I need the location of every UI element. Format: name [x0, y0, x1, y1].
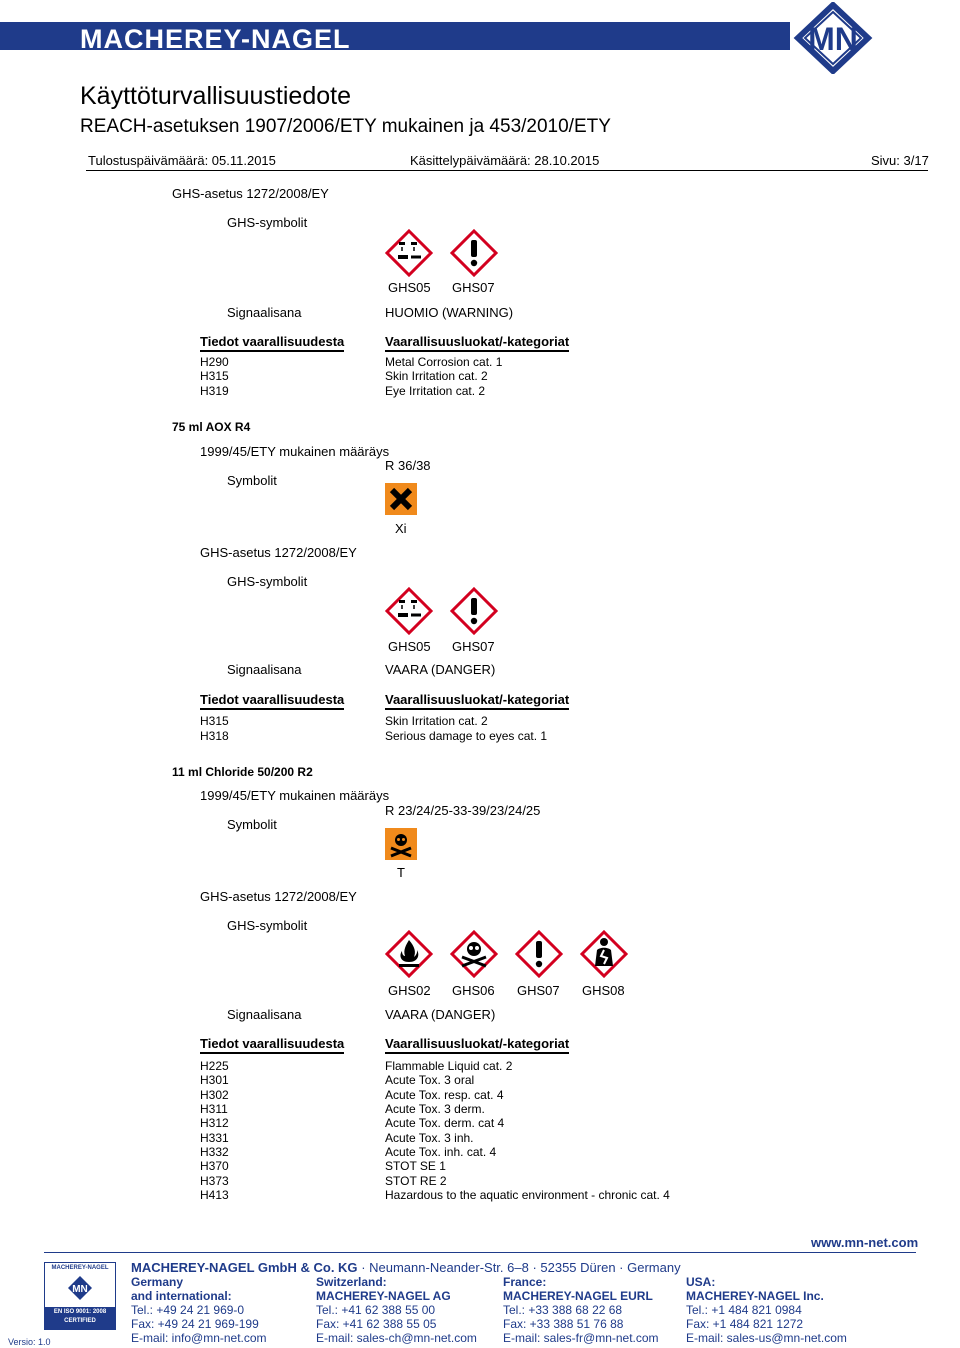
page-number: Sivu: 3/17: [871, 153, 929, 168]
h-code: H302: [200, 1088, 229, 1102]
h-class: Serious damage to eyes cat. 1: [385, 729, 548, 743]
h-class: Acute Tox. 3 inh.: [385, 1131, 474, 1145]
ghs-code-1: GHS02: [388, 983, 431, 998]
h-code: H319: [200, 384, 229, 398]
h-class: Skin Irritation cat. 2: [385, 714, 488, 728]
hazard-info-header: Tiedot vaarallisuudesta: [200, 692, 345, 707]
symbols-label: Symbolit: [227, 473, 277, 488]
h-class: Skin Irritation cat. 2: [385, 369, 488, 383]
office-name: MACHEREY-NAGEL AG: [316, 1289, 451, 1303]
office-name: MACHEREY-NAGEL EURL: [503, 1289, 653, 1303]
office-fax: Fax: +41 62 388 55 05: [316, 1317, 437, 1331]
flame-pictogram-icon: [385, 930, 433, 978]
header-rule: [86, 170, 928, 171]
logo-text: MN: [808, 21, 858, 57]
exclamation-pictogram-icon: [450, 229, 498, 277]
version: Versio: 1.0: [8, 1337, 51, 1347]
cert-label: CERTIFIED: [64, 1318, 96, 1324]
cert-iso: EN ISO 9001: 2008: [53, 1309, 107, 1315]
ghs-code-1: GHS05: [388, 280, 431, 295]
brand-name: MACHEREY-NAGEL: [80, 24, 351, 54]
h-code: H315: [200, 369, 229, 383]
header-underline: [200, 350, 344, 352]
harmful-xi-icon: [385, 483, 417, 515]
directive: 1999/45/ETY mukainen määräys: [200, 444, 390, 459]
ghs-symbols-label: GHS-symbolit: [227, 918, 308, 933]
h-code: H301: [200, 1073, 229, 1087]
ghs-code-2: GHS07: [452, 639, 495, 654]
office-tel: Tel.: +41 62 388 55 00: [316, 1303, 436, 1317]
toxic-t-icon: [385, 828, 417, 860]
signal-word-label: Signaalisana: [227, 1007, 302, 1022]
ghs-regulation: GHS-asetus 1272/2008/EY: [172, 186, 329, 201]
substance-title: 75 ml AOX R4: [172, 420, 251, 434]
h-class: Flammable Liquid cat. 2: [385, 1059, 513, 1073]
h-code: H332: [200, 1145, 229, 1159]
ghs-code-4: GHS08: [582, 983, 625, 998]
header-underline: [200, 708, 344, 710]
office-fax: Fax: +1 484 821 1272: [686, 1317, 804, 1331]
skull-pictogram-icon: [450, 930, 498, 978]
h-class: Hazardous to the aquatic environment - chronic cat. 4: [385, 1188, 670, 1202]
ghs-code-1: GHS05: [388, 639, 431, 654]
h-code: H312: [200, 1116, 229, 1130]
office-fax: Fax: +49 24 21 969-199: [131, 1317, 259, 1331]
health-hazard-pictogram-icon: [580, 930, 628, 978]
h-code: H373: [200, 1174, 229, 1188]
office-tel: Tel.: +33 388 68 22 68: [503, 1303, 623, 1317]
h-code: H331: [200, 1131, 229, 1145]
office-region: Germany: [131, 1275, 184, 1289]
signal-word: VAARA (DANGER): [385, 662, 496, 677]
signal-word: VAARA (DANGER): [385, 1007, 496, 1022]
footer-rule: [44, 1252, 916, 1253]
h-class: STOT RE 2: [385, 1174, 447, 1188]
substance-title: 11 ml Chloride 50/200 R2: [172, 765, 313, 779]
directive: 1999/45/ETY mukainen määräys: [200, 788, 390, 803]
h-code: H290: [200, 355, 229, 369]
mn-badge-icon: [67, 1275, 93, 1301]
company-line: [131, 1260, 681, 1275]
document-subtitle: REACH-asetuksen 1907/2006/ETY mukainen ja 453/2010/ETY: [80, 116, 611, 137]
office-tel: Tel.: +49 24 21 969-0: [131, 1303, 245, 1317]
website[interactable]: www.mn-net.com: [811, 1235, 919, 1250]
office-tel: Tel.: +1 484 821 0984: [686, 1303, 802, 1317]
company-name: MACHEREY-NAGEL GmbH & Co. KG: [131, 1260, 358, 1275]
ghs-symbols-label: GHS-symbolit: [227, 574, 308, 589]
office-name: MACHEREY-NAGEL Inc.: [686, 1289, 824, 1303]
h-code: H225: [200, 1059, 229, 1073]
company-address: · Neumann-Neander-Str. 6–8 · 52355 Düren · Germany: [361, 1260, 681, 1275]
h-code: H318: [200, 729, 229, 743]
header-underline: [200, 1052, 344, 1054]
signal-word-label: Signaalisana: [227, 305, 302, 320]
office-email[interactable]: E-mail: sales-ch@mn-net.com: [316, 1331, 477, 1345]
h-class: Acute Tox. 3 oral: [385, 1073, 475, 1087]
ghs-code-2: GHS06: [452, 983, 495, 998]
h-class: Eye Irritation cat. 2: [385, 384, 486, 398]
print-date: Tulostuspäivämäärä: 05.11.2015: [88, 153, 276, 168]
office-fax: Fax: +33 388 51 76 88: [503, 1317, 624, 1331]
old-symbol-code: Xi: [395, 521, 407, 536]
cert-top: MACHEREY-NAGEL: [51, 1265, 109, 1271]
exclamation-pictogram-icon: [515, 930, 563, 978]
ghs-regulation: GHS-asetus 1272/2008/EY: [200, 545, 357, 560]
corrosion-pictogram-icon: [385, 587, 433, 635]
corrosion-pictogram-icon: [385, 229, 433, 277]
document-title: Käyttöturvallisuustiedote: [80, 82, 351, 110]
header-underline: [385, 708, 569, 710]
h-code: H311: [200, 1102, 228, 1116]
h-class: Acute Tox. inh. cat. 4: [385, 1145, 497, 1159]
old-symbol-code: T: [397, 865, 405, 880]
office-email[interactable]: E-mail: sales-us@mn-net.com: [686, 1331, 847, 1345]
h-code: H413: [200, 1188, 229, 1202]
h-class: Metal Corrosion cat. 1: [385, 355, 503, 369]
ghs-regulation: GHS-asetus 1272/2008/EY: [200, 889, 357, 904]
ghs-code-2: GHS07: [452, 280, 495, 295]
h-code: H370: [200, 1159, 229, 1173]
signal-word-label: Signaalisana: [227, 662, 302, 677]
r-phrase: R 36/38: [385, 458, 431, 473]
hazard-info-header: Tiedot vaarallisuudesta: [200, 334, 345, 349]
h-class: Acute Tox. derm. cat 4: [385, 1116, 505, 1130]
h-class: Acute Tox. resp. cat. 4: [385, 1088, 504, 1102]
h-class: Acute Tox. 3 derm.: [385, 1102, 485, 1116]
ghs-symbols-label: GHS-symbolit: [227, 215, 308, 230]
h-code: H315: [200, 714, 229, 728]
hazard-class-header: Vaarallisuusluokat/-kategoriat: [385, 334, 570, 349]
header-underline: [385, 350, 569, 352]
r-phrase: R 23/24/25-33-39/23/24/25: [385, 803, 541, 818]
badge-logo-text: MN: [72, 1284, 88, 1295]
hazard-class-header: Vaarallisuusluokat/-kategoriat: [385, 692, 570, 707]
office-region: USA:: [686, 1275, 716, 1289]
signal-word: HUOMIO (WARNING): [385, 305, 514, 320]
office-name: and international:: [131, 1289, 232, 1303]
office-email[interactable]: E-mail: info@mn-net.com: [131, 1331, 267, 1345]
process-date: Käsittelypäivämäärä: 28.10.2015: [410, 153, 600, 168]
office-email[interactable]: E-mail: sales-fr@mn-net.com: [503, 1331, 659, 1345]
certification-badge: [44, 1262, 116, 1330]
mn-logo-icon: [778, 2, 888, 74]
ghs-code-3: GHS07: [517, 983, 560, 998]
header-underline: [385, 1052, 569, 1054]
exclamation-pictogram-icon: [450, 587, 498, 635]
h-class: STOT SE 1: [385, 1159, 446, 1173]
hazard-info-header: Tiedot vaarallisuudesta: [200, 1036, 345, 1051]
hazard-class-header: Vaarallisuusluokat/-kategoriat: [385, 1036, 570, 1051]
symbols-label: Symbolit: [227, 817, 277, 832]
office-region: France:: [503, 1275, 547, 1289]
office-region: Switzerland:: [316, 1275, 387, 1289]
